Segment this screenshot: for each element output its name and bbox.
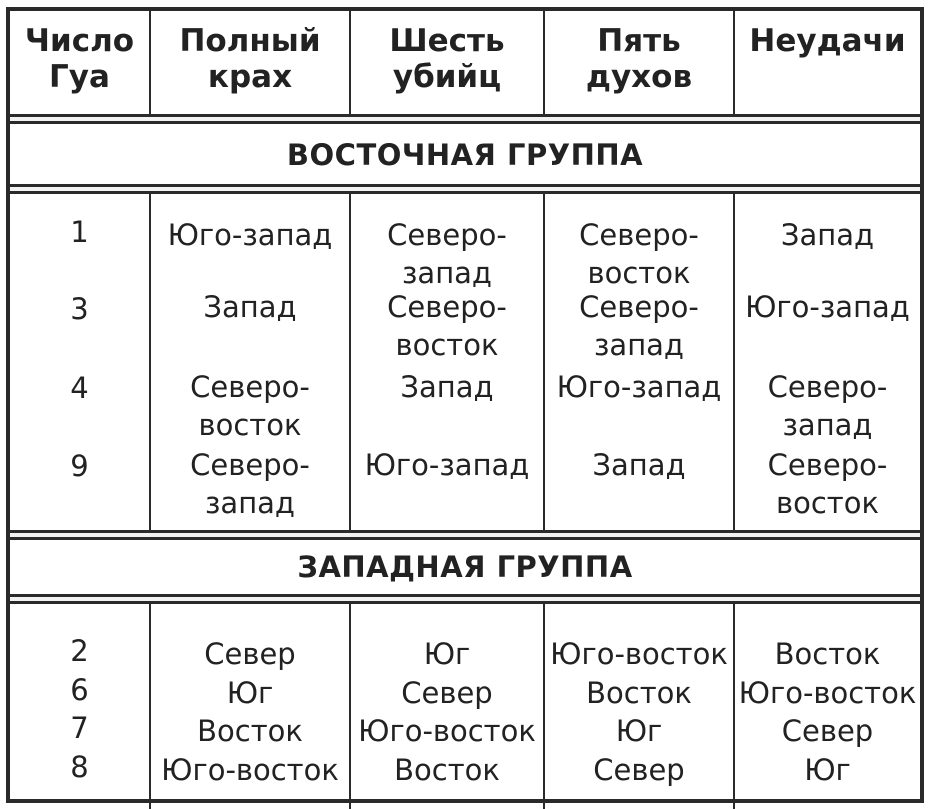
group-title-east: ВОСТОЧНАЯ ГРУППА — [286, 138, 644, 172]
gua-number-cell: 1 — [70, 215, 89, 249]
direction-text: Север — [401, 676, 493, 710]
direction-cell — [351, 216, 543, 292]
direction-text: Северо- — [767, 448, 888, 482]
direction-text: Запад — [203, 290, 297, 324]
direction-text: Запад — [780, 218, 875, 252]
direction-text: Север — [593, 753, 685, 787]
header-six-killings: Шесть убийц — [389, 23, 505, 95]
direction-text: запад — [205, 486, 295, 520]
direction-cell — [351, 446, 543, 484]
direction-text: Восток — [586, 676, 692, 710]
direction-cell — [735, 288, 920, 326]
feng-shui-table — [6, 7, 924, 803]
direction-cell — [735, 635, 920, 673]
direction-cell — [545, 216, 733, 292]
direction-text: Северо- — [190, 370, 310, 404]
direction-cell — [545, 635, 733, 673]
gua-number-cell: 4 — [70, 371, 89, 405]
direction-cell — [735, 368, 920, 444]
gua-number-cell: 2 — [70, 634, 89, 668]
direction-text: Север — [204, 637, 296, 671]
row-divider — [10, 601, 920, 604]
direction-cell — [151, 751, 349, 789]
header-total-collapse: Полный крах — [179, 23, 321, 95]
header-mishaps: Неудачи — [749, 23, 906, 59]
direction-text: Юг — [423, 637, 471, 671]
direction-cell — [545, 288, 733, 364]
direction-text: Северо- — [387, 290, 507, 324]
direction-text: Юг — [804, 753, 851, 787]
direction-cell — [351, 635, 543, 673]
direction-text: восток — [395, 328, 499, 362]
direction-text: Запад — [592, 448, 686, 482]
direction-cell — [735, 712, 920, 750]
header-gua-number: Число Гуа — [24, 23, 135, 95]
group-title-west: ЗАПАДНАЯ ГРУППА — [297, 550, 633, 584]
direction-cell — [351, 751, 543, 789]
direction-cell — [545, 712, 733, 750]
direction-text: запад — [402, 256, 492, 290]
direction-text: Запад — [400, 370, 494, 404]
direction-text: Юго-запад — [167, 218, 333, 252]
direction-text: восток — [776, 486, 879, 520]
direction-text: Север — [781, 714, 874, 748]
direction-text: Юг — [615, 714, 663, 748]
direction-text: Юго-восток — [550, 637, 728, 671]
direction-cell — [735, 216, 920, 254]
row-divider — [10, 191, 920, 194]
direction-text: Северо- — [190, 448, 310, 482]
direction-cell — [151, 674, 349, 712]
direction-text: Юг — [226, 676, 274, 710]
direction-text: Восток — [394, 753, 500, 787]
gua-number-cell: 9 — [70, 449, 89, 483]
direction-cell — [351, 288, 543, 364]
direction-cell — [151, 635, 349, 673]
gua-number-cell: 8 — [70, 750, 89, 784]
gua-number-cell: 3 — [70, 292, 89, 326]
direction-cell — [735, 674, 920, 712]
direction-cell — [351, 368, 543, 406]
direction-text: Юго-запад — [556, 370, 722, 404]
direction-text: Северо- — [387, 218, 507, 252]
direction-cell — [735, 751, 920, 789]
row-divider — [10, 121, 920, 124]
direction-text: запад — [782, 408, 873, 442]
direction-text: Восток — [774, 637, 881, 671]
direction-cell — [545, 446, 733, 484]
gua-number-cell: 7 — [70, 711, 89, 745]
direction-text: Восток — [197, 714, 303, 748]
direction-cell — [151, 712, 349, 750]
direction-text: Северо- — [579, 290, 699, 324]
direction-cell — [545, 751, 733, 789]
header-five-ghosts: Пять духов — [585, 23, 693, 95]
row-divider — [10, 537, 920, 540]
direction-text: восток — [587, 256, 691, 290]
direction-text: Юго-восток — [161, 753, 339, 787]
gua-number-cell: 6 — [70, 673, 89, 707]
direction-text: Юго-запад — [364, 448, 530, 482]
direction-cell — [151, 368, 349, 444]
direction-text: Юго-запад — [745, 290, 910, 324]
direction-text: Юго-восток — [738, 676, 917, 710]
direction-cell — [545, 368, 733, 406]
direction-cell — [545, 674, 733, 712]
direction-text: восток — [198, 408, 302, 442]
direction-text: Юго-восток — [358, 714, 536, 748]
direction-cell — [735, 446, 920, 522]
direction-text: запад — [594, 328, 684, 362]
direction-cell — [151, 446, 349, 522]
direction-cell — [351, 712, 543, 750]
direction-text: Северо- — [579, 218, 699, 252]
direction-cell — [151, 216, 349, 254]
direction-cell — [151, 288, 349, 326]
direction-text: Северо- — [767, 370, 888, 404]
direction-cell — [351, 674, 543, 712]
